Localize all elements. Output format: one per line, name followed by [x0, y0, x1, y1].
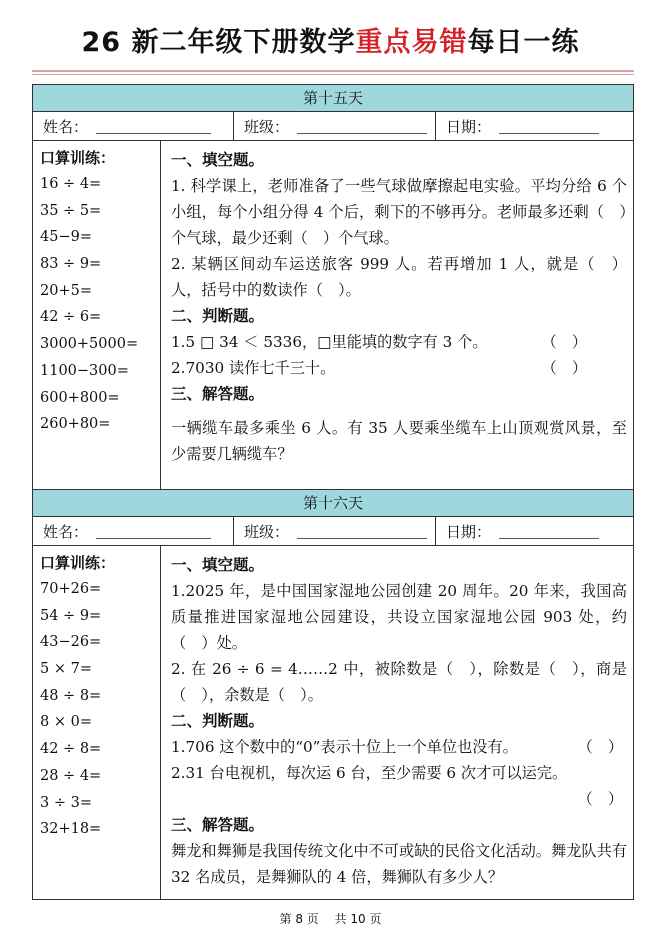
judge-question-1: [171, 734, 627, 760]
name-label: 姓名：: [43, 522, 89, 541]
page-footer: 第 8 页 共 10 页: [279, 912, 382, 926]
fill-heading: 一、填空题。: [171, 556, 265, 574]
fill-question-1: 1. 科学课上，老师准备了一些气球做摩擦起电实验。平均分给 6 个小组，每个小组分得 4 个后，剩下的不够再分。老师最多还剩（ ）个气球，最少还剩（ ）个气球。: [171, 177, 627, 247]
judge-question-1: [171, 329, 627, 355]
calc-item: 45−9=: [40, 229, 92, 246]
calc-item: 35 ÷ 5=: [40, 202, 102, 219]
day16-questions: [161, 546, 633, 900]
solve-heading: 三、解答题。: [171, 385, 265, 403]
calc-item: 1100−300=: [40, 362, 129, 379]
calc-item: 3000+5000=: [40, 336, 139, 353]
calc-item: 43−26=: [40, 634, 102, 651]
day15-name-cell: [33, 112, 233, 140]
title-underline-thin: [32, 74, 634, 75]
calc-item: 42 ÷ 8=: [40, 741, 102, 758]
page-title: [0, 20, 661, 59]
class-field[interactable]: [297, 524, 427, 539]
day15-header: 第十五天: [33, 85, 633, 112]
title-part-1: 26 新二年级下册数学: [81, 27, 356, 58]
day15-content: [33, 141, 633, 491]
calc-item: 42 ÷ 6=: [40, 309, 102, 326]
day15-class-cell: [233, 112, 435, 140]
day16-calc-column: [33, 546, 161, 900]
day16-block: [32, 490, 634, 900]
day15-block: [32, 84, 634, 490]
class-label: 班级：: [244, 117, 290, 136]
calc-item: 600+800=: [40, 389, 120, 406]
date-field[interactable]: [499, 119, 599, 134]
solve-heading: 三、解答题。: [171, 816, 265, 834]
day16-header: 第十六天: [33, 490, 633, 517]
day16-name-cell: [33, 517, 233, 545]
date-label: 日期：: [446, 117, 492, 136]
day15-calc-column: [33, 141, 161, 491]
answer-paren: （ ）: [577, 738, 623, 756]
class-label: 班级：: [244, 522, 290, 541]
day15-info-row: [33, 112, 633, 141]
class-field[interactable]: [297, 119, 427, 134]
fill-question-2: 2. 某辆区间动车运送旅客 999 人。若再增加 1 人，就是（ ）人，括号中的数读作（ ）。: [171, 255, 627, 299]
calc-heading: 口算训练：: [40, 149, 116, 167]
calc-item: 48 ÷ 8=: [40, 687, 102, 704]
date-field[interactable]: [499, 524, 599, 539]
judge-question-2: 2.31 台电视机，每次运 6 台，至少需要 6 次才可以运完。: [171, 764, 568, 782]
calc-item: 5 × 7=: [40, 661, 92, 678]
day16-date-cell: [435, 517, 633, 545]
title-part-3: 每日一练: [467, 27, 580, 58]
name-label: 姓名：: [43, 117, 89, 136]
judge-text: 1.5 □ 34 ＜ 5336，□里能填的数字有 3 个。: [171, 333, 488, 351]
day16-content: [33, 546, 633, 900]
judge-heading: 二、判断题。: [171, 712, 265, 730]
name-field[interactable]: [96, 119, 211, 134]
solve-question: 舞龙和舞狮是我国传统文化中不可或缺的民俗文化活动。舞龙队共有 32 名成员，是舞狮队的 4 倍，舞狮队有多少人？: [171, 842, 627, 886]
title-underline: [32, 70, 634, 72]
answer-paren: （ ）: [541, 359, 587, 377]
calc-item: 28 ÷ 4=: [40, 767, 102, 784]
calc-item: 32+18=: [40, 821, 102, 838]
title-highlight: 重点易错: [355, 27, 468, 58]
calc-item: 70+26=: [40, 581, 102, 597]
calc-item: 20+5=: [40, 282, 92, 299]
day16-class-cell: [233, 517, 435, 545]
calc-item: 8 × 0=: [40, 714, 92, 731]
judge-heading: 二、判断题。: [171, 307, 265, 325]
day16-info-row: [33, 517, 633, 546]
fill-question-2: 2. 在 26 ÷ 6 = 4……2 中，被除数是（ ），除数是（ ），商是（ ），余数是（ ）。: [171, 660, 627, 704]
solve-question: 一辆缆车最多乘坐 6 人。有 35 人要乘坐缆车上山顶观赏风景，至少需要几辆缆车？: [171, 419, 627, 463]
judge-text: 1.706 这个数中的“0”表示十位上一个单位也没有。: [171, 738, 518, 756]
date-label: 日期：: [446, 522, 492, 541]
fill-heading: 一、填空题。: [171, 151, 265, 169]
calc-item: 54 ÷ 9=: [40, 607, 102, 624]
calc-item: 83 ÷ 9=: [40, 256, 102, 273]
name-field[interactable]: [96, 524, 211, 539]
judge-text: 2.7030 读作七千三十。: [171, 359, 336, 377]
answer-paren: （ ）: [541, 333, 587, 351]
day15-date-cell: [435, 112, 633, 140]
judge-answer-paren: （ ）: [577, 790, 623, 808]
calc-item: 3 ÷ 3=: [40, 794, 92, 811]
day15-questions: [161, 141, 633, 491]
calc-item: 260+80=: [40, 416, 111, 433]
judge-question-2: [171, 355, 627, 381]
calc-item: 16 ÷ 4=: [40, 176, 102, 192]
calc-heading: 口算训练：: [40, 554, 116, 572]
fill-question-1: 1.2025 年，是中国国家湿地公园创建 20 周年。20 年来，我国高质量推进国家湿地公园建设，共设立国家湿地公园 903 处，约（ ）处。: [171, 582, 627, 652]
